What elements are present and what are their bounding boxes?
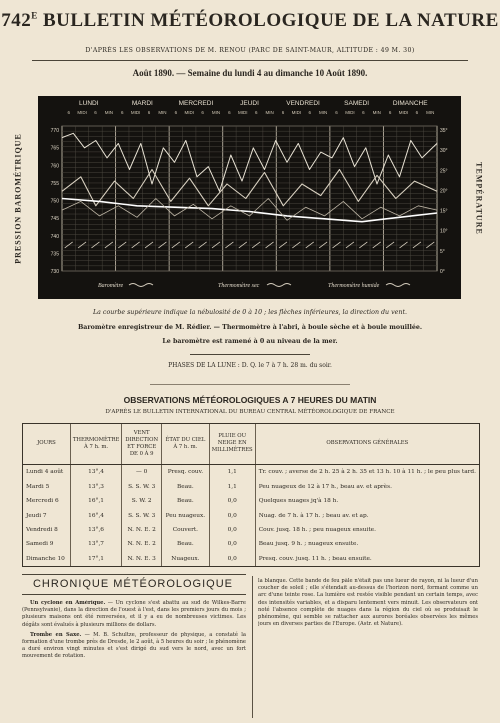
table-cell: 17°,1	[70, 552, 121, 566]
table-row	[23, 537, 479, 551]
legend-label: Thermomètre sec	[218, 283, 260, 289]
paragraph-2-lead: Trombe en Saxe.	[30, 631, 82, 638]
legend-label: Baromètre	[98, 283, 124, 289]
table-cell: Tr. couv. ; averse de 2 h. 25 à 2 h. 35 et 13 h. 10 à 11 h. ; le peu plus tard.	[258, 469, 476, 476]
hour-label: 6	[335, 110, 338, 115]
chronique-right-column: la blanque. Cette bande de feu pâle n'était pas une lueur de rayon, ni la lueur d'un coucher de soleil ; elle s'étendait au-dessus de l'horizon nord, formant comme un arc d'une teinte rose. La lumière est restée visible pendant un certain temps, avec des intensités variables, et a disparu lentement vers minuit. Les observateurs ont noté l'absence complète de nuages dans la région du ciel où se produisait le phénomène, qui semble se rattacher aux aurores boréales observées les mêmes jours en diverses parties de l'Europe. (Astr. et Nature).	[258, 578, 478, 628]
table-cell: 13°,4	[70, 464, 121, 480]
pressure-tick-label: 730	[50, 269, 59, 275]
hour-label: 6	[67, 110, 70, 115]
hour-label: MIN	[104, 110, 113, 115]
header-jours: JOURS	[23, 424, 70, 464]
hour-label: 6	[388, 110, 392, 115]
chronique-top-rule	[22, 574, 246, 575]
hour-label: MIDI	[398, 110, 409, 115]
table-row	[23, 523, 479, 537]
legend-label: Thermomètre humide	[328, 283, 380, 289]
table-cell: Beau.	[162, 494, 210, 508]
chronique-left-column	[22, 600, 246, 718]
header-thermometre: THERMOMÈTRE À 7 h. m.	[70, 424, 121, 464]
table-cell: S. S. W. 3	[122, 480, 162, 494]
table-cell: — 0	[122, 464, 162, 480]
table-cell: 0,0	[209, 537, 255, 551]
pressure-tick-label: 765	[50, 145, 59, 152]
table-cell: 16°,4	[70, 508, 121, 522]
observations-grid	[23, 424, 479, 566]
temperature-tick-label: 5°	[440, 248, 445, 255]
paragraph-1-text: — Un cyclone s'est abattu au sud de Wilkes-Barre (Pennsylvanie), dans la direction de l'ouest à l'est, dans les premiers jours du mois ; plusieurs maisons ont été renversées, et il y a eu de nombreuses victimes. Les dégâts sont évalués à plusieurs millions de dollars.	[22, 600, 246, 628]
table-cell: N. N. E. 2	[122, 523, 162, 537]
hour-label: 6	[362, 110, 365, 115]
table-cell: 0,0	[209, 508, 255, 522]
temperature-tick-label: 0°	[440, 269, 445, 275]
hour-label: 6	[121, 110, 124, 115]
table-cell: Peu nuageux de 12 à 17 h., beau av. et après.	[258, 483, 392, 490]
pressure-axis-label: PRESSION BAROMÉTRIQUE	[13, 133, 23, 264]
table-cell: Quelques nuages jq'à 18 h.	[258, 498, 339, 505]
header-pluie: PLUIE OU NEIGE EN MILLIMÈTRES	[209, 424, 255, 464]
observations-table	[22, 423, 480, 567]
table-cell: Dimanche 10	[23, 552, 70, 566]
day-label: SAMEDI	[344, 100, 370, 107]
table-cell: Samedi 9	[23, 537, 70, 551]
hour-label: MIDI	[130, 110, 141, 115]
temperature-tick-label: 30°	[440, 148, 448, 155]
hour-label: 6	[174, 110, 178, 115]
hour-label: 6	[94, 110, 97, 115]
table-cell: Couvert.	[162, 523, 210, 537]
paragraph-1-lead: Un cyclone en Amérique.	[30, 600, 106, 606]
legend-swatch	[129, 284, 153, 287]
hour-label: 6	[228, 110, 231, 115]
header-etat-ciel: ÉTAT DU CIEL À 7 h. m.	[162, 424, 210, 464]
table-row	[23, 552, 479, 566]
header-vent: VENT DIRECTION ET FORCE DE 0 À 9	[122, 424, 162, 464]
table-row	[23, 464, 479, 480]
table-row	[23, 508, 479, 522]
table-cell: Nuag. de 7 h. à 17 h. ; beau av. et ap.	[258, 512, 369, 519]
table-cell: Mercredi 6	[23, 494, 70, 508]
pressure-tick-label: 760	[50, 163, 59, 170]
hour-label: MIN	[265, 110, 274, 115]
header-observations: OBSERVATIONS GÉNÉRALES	[255, 424, 479, 464]
paragraph-2-text: — M. B. Schultze, professeur de physique, a constaté la formation d'une trombe près de Dresde, le 2 août, à 5 heures du soir ; le phénomène a duré environ vingt minutes et s'est dirigé du sud vers le nord, avec un fort mouvement de rotation.	[22, 631, 246, 660]
table-cell: N. N. E. 2	[122, 537, 162, 551]
table-cell: 13°,3	[70, 480, 121, 494]
pressure-tick-label: 740	[50, 233, 59, 240]
table-cell: 16°,1	[70, 494, 121, 508]
table-cell: Jeudi 7	[23, 508, 70, 522]
hour-label: 6	[254, 110, 258, 115]
table-cell: Couv. jusq. 18 h. ; peu nuageux ensuite.	[258, 526, 376, 533]
pressure-axis-label-wrap	[5, 110, 33, 290]
day-label: LUNDI	[79, 100, 99, 107]
hour-label: 6	[308, 110, 312, 115]
weather-chart-svg	[38, 96, 461, 299]
table-cell: S. W. 2	[122, 494, 162, 508]
chart-caption-nebulosity: La courbe supérieure indique la nébulosité de 0 à 10 ; les flèches inférieures, la direction du vent.	[93, 309, 407, 316]
temperature-tick-label: 15°	[440, 208, 448, 215]
pressure-tick-label: 735	[50, 251, 59, 258]
day-label: JEUDI	[240, 100, 259, 107]
hour-label: MIN	[426, 110, 435, 115]
temperature-tick-label: 25°	[440, 168, 448, 175]
observations-title: OBSERVATIONS MÉTÉOROLOGIQUES A 7 HEURES DU MATIN	[123, 395, 377, 405]
chronique-bottom-rule	[22, 594, 246, 595]
table-cell: 0,0	[209, 523, 255, 537]
day-label: MARDI	[131, 100, 153, 107]
table-cell: Beau jusq. 9 h. ; nuageux ensuite.	[258, 541, 359, 548]
table-cell: 13°,7	[70, 537, 121, 551]
table-cell: Lundi 4 août	[23, 464, 70, 480]
hour-label: MIN	[158, 110, 167, 115]
table-cell: Peu nuageux.	[162, 508, 210, 522]
caption-divider	[190, 354, 310, 355]
chronique-paragraph-1	[22, 600, 246, 629]
pressure-tick-label: 750	[50, 198, 59, 205]
hour-label: MIN	[211, 110, 221, 115]
temperature-tick-label: 20°	[440, 188, 448, 195]
hour-label: 6	[147, 110, 151, 115]
temperature-axis-label: TEMPÉRATURE	[474, 162, 484, 235]
hour-label: MIDI	[345, 110, 355, 115]
legend-swatch	[267, 284, 291, 287]
day-label: DIMANCHE	[392, 100, 428, 107]
temperature-tick-label: 35°	[440, 128, 448, 134]
temperature-tick-label: 10°	[440, 228, 448, 235]
table-cell: S. S. W. 3	[122, 508, 162, 522]
table-cell: N. N. E. 3	[122, 552, 162, 566]
table-cell: Mardi 5	[23, 480, 70, 494]
table-cell: 0,0	[209, 552, 255, 566]
weather-chart	[38, 96, 461, 299]
header-divider	[32, 60, 468, 61]
hour-label: 6	[415, 110, 419, 115]
chart-caption-barometer: Le baromètre est ramené à 0 au niveau de la mer.	[162, 338, 338, 345]
week-title: Août 1890. — Semaine du lundi 4 au dimanche 10 Août 1890.	[132, 68, 368, 78]
page-subtitle: D'APRÈS LES OBSERVATIONS DE M. RENOU (PARC DE SAINT-MAUR, ALTITUDE : 49 M. 30)	[85, 47, 415, 54]
table-cell: Vendredi 8	[23, 523, 70, 537]
day-label: MERCREDI	[178, 100, 214, 107]
table-cell: Nuageux.	[162, 552, 210, 566]
table-cell: Presq. couv. jusq. 11 h. ; beau ensuite.	[258, 555, 372, 562]
hour-label: 6	[201, 110, 204, 115]
chronique-paragraph-2	[22, 632, 246, 661]
table-cell: Beau.	[162, 537, 210, 551]
hour-label: MIDI	[291, 110, 302, 115]
chronique-title: CHRONIQUE MÉTÉOROLOGIQUE	[32, 578, 234, 590]
table-header-row	[23, 424, 479, 464]
section-divider	[150, 384, 350, 385]
observations-subtitle: D'APRÈS LE BULLETIN INTERNATIONAL DU BUREAU CENTRAL MÉTÉOROLOGIQUE DE FRANCE	[105, 409, 395, 415]
table-row	[23, 480, 479, 494]
temperature-axis-label-wrap	[466, 110, 494, 290]
table-cell: 13°,6	[70, 523, 121, 537]
hour-label: 6	[281, 110, 285, 115]
hour-label: MIDI	[184, 110, 194, 115]
pressure-tick-label: 745	[50, 216, 59, 223]
table-cell: Presq. couv.	[162, 464, 210, 480]
hour-label: MIDI	[77, 110, 87, 115]
pressure-tick-label: 755	[50, 180, 59, 187]
day-label: VENDREDI	[286, 100, 320, 107]
legend-swatch	[386, 284, 410, 287]
moon-phase: PHASES DE LA LUNE : D. Q. le 7 à 7 h. 28 m. du soir.	[168, 362, 332, 369]
table-row	[23, 494, 479, 508]
chart-caption-instruments: Baromètre enregistreur de M. Rédier. — Thermomètre à l'abri, à boule sèche et à boule mouillée.	[77, 324, 423, 331]
hour-label: MIDI	[238, 110, 248, 115]
table-cell: 1,1	[209, 464, 255, 480]
table-cell: 0,0	[209, 494, 255, 508]
pressure-tick-label: 770	[50, 128, 59, 134]
table-cell: 1,1	[209, 480, 255, 494]
hour-label: MIN	[372, 110, 381, 115]
hour-label: MIN	[319, 110, 328, 115]
page-title: $742^E$ BULLETIN MÉTÉOROLOGIQUE DE LA NATURE	[1, 10, 499, 31]
column-divider	[252, 576, 253, 718]
table-cell: Beau.	[162, 480, 210, 494]
